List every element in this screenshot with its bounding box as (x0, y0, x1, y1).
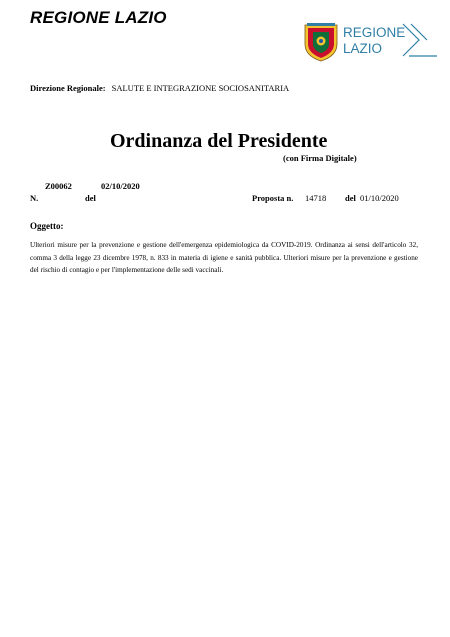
oggetto-text: Ulteriori misure per la prevenzione e gestione dell'emergenza epidemiologica da COVID-2019. Ordinanza ai sensi dell'articolo 32, comma 3 della legge 23 dicembre 1978, n. 833 in materia di igiene e sanità pubblica. Ulteriori misure per la prevenzione e gestione del rischio di contagio e per l'implementazione delle sedi vaccinali. (30, 241, 418, 275)
ordinanza-date: 02/10/2020 (101, 181, 140, 191)
regione-lazio-emblem-icon (301, 20, 341, 62)
document-title: Ordinanza del Presidente (110, 130, 328, 152)
direzione-label: Direzione Regionale: (30, 83, 106, 93)
regione-lazio-logo (301, 20, 441, 62)
ordinanza-number: Z00062 (45, 181, 72, 191)
proposta-label: Proposta n. (252, 193, 294, 203)
direzione-regionale (30, 83, 289, 93)
proposta-date-label: del (345, 193, 356, 203)
direzione-value: SALUTE E INTEGRAZIONE SOCIOSANITARIA (111, 83, 290, 93)
date-label: del (85, 193, 96, 203)
document-subtitle: (con Firma Digitale) (283, 153, 357, 163)
logo-text-line2: LAZIO (343, 41, 383, 56)
header-title: REGIONE LAZIO (30, 8, 167, 27)
proposta-number: 14718 (305, 193, 327, 203)
logo-swoosh (401, 20, 441, 62)
logo-text-line1: REGIONE (343, 25, 406, 40)
proposta-date: 01/10/2020 (360, 193, 399, 203)
number-label: N. (30, 193, 39, 203)
oggetto-label: Oggetto: (30, 221, 64, 231)
